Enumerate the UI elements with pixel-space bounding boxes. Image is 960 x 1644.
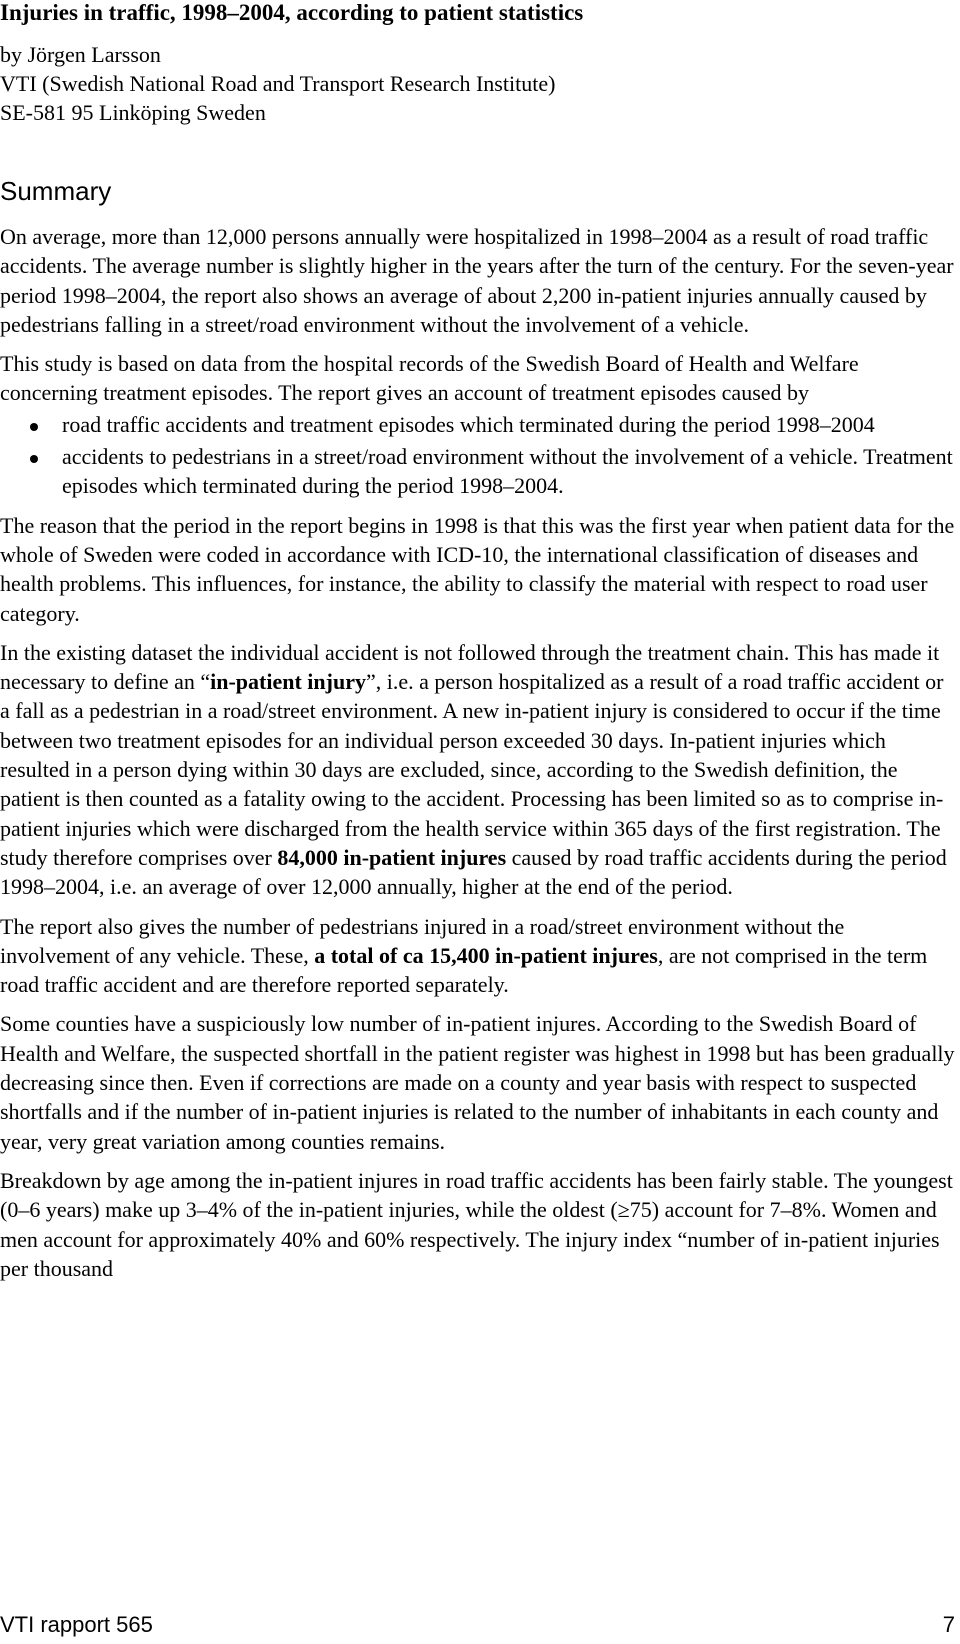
bullet-icon xyxy=(30,455,38,463)
paragraph-5-text-c: , are not comprised in the term road traffic accident and are therefore reported separately. xyxy=(0,942,928,998)
author-line: by Jörgen Larsson xyxy=(0,42,161,67)
section-heading: Summary xyxy=(0,176,112,206)
paragraph-4-text-e: caused by road traffic accidents during the period 1998–2004, i.e. an average of over 12,000 annually, higher at the end of the period. xyxy=(0,844,947,900)
paragraph-5 xyxy=(0,912,955,1000)
address-line: SE-581 95 Linköping Sweden xyxy=(0,100,266,125)
paragraph-3: The reason that the period in the report begins in 1998 is that this was the first year when patient data for the whole of Sweden were coded in accordance with ICD-10, the international classification of diseases and health problems. This influences, for instance, the ability to classify the material with respect to road user category. xyxy=(0,512,955,626)
summary-body xyxy=(0,222,955,1293)
pedestrian-total-highlight: a total of ca 15,400 in-patient injures xyxy=(314,942,658,968)
bullet-icon xyxy=(30,423,38,431)
report-name: VTI rapport 565 xyxy=(0,1612,153,1637)
paragraph-6: Some counties have a suspiciously low number of in-patient injures. According to the Swedish Board of Health and Welfare, the suspected shortfall in the patient register was highest in 1998 but has been gradually decreasing since then. Even if corrections are made on a county and year basis with respect to suspected shortfalls and if the number of in-patient injuries is related to the number of inhabitants in each county and year, very great variation among counties remains. xyxy=(0,1011,955,1154)
list-item xyxy=(0,442,955,501)
paragraph-4-text-a: In the existing dataset the individual accident is not followed through the treatment chain. This has made it necessary to define an “ xyxy=(0,639,940,695)
bullet-text: accidents to pedestrians in a street/road environment without the involvement of a vehicle. Treatment episodes which terminated during the period 1998–2004. xyxy=(62,444,953,499)
paragraph-4-text-c: ”, i.e. a person hospitalized as a result of a road traffic accident or a fall as a pedestrian in a road/street environment. A new in-patient injury is considered to occur if the time between two treatment episodes for an individual person exceeded 30 days. In-patient injuries which resulted in a person dying within 30 days are excluded, since, according to the Swedish definition, the patient is then counted as a fatality owing to the accident. Processing has been limited so as to comprise in-patient injuries which were discharged from the health service within 365 days of the first registration. The study therefore comprises over xyxy=(0,669,944,870)
total-injuries-highlight: 84,000 in-patient injures xyxy=(277,844,507,870)
affiliation-line: VTI (Swedish National Road and Transport Research Institute) xyxy=(0,71,556,96)
bullet-text: road traffic accidents and treatment episodes which terminated during the period 1998–2004 xyxy=(62,411,875,437)
paragraph-5-text-a: The report also gives the number of pedestrians injured in a road/street environment without the involvement of any vehicle. These, xyxy=(0,913,845,968)
author-block xyxy=(0,40,555,127)
paragraph-2: This study is based on data from the hospital records of the Swedish Board of Health and Welfare concerning treatment episodes. The report gives an account of treatment episodes caused by xyxy=(0,351,859,406)
document-title: Injuries in traffic, 1998–2004, according to patient statistics xyxy=(0,0,584,25)
paragraph-4 xyxy=(0,638,955,902)
in-patient-injury-term: in-patient injury xyxy=(210,669,366,695)
list-item xyxy=(0,410,955,439)
paragraph-7: Breakdown by age among the in-patient injures in road traffic accidents has been fairly stable. The youngest (0–6 years) make up 3–4% of the in-patient injuries, while the oldest (≥75) account for 7–8%. Women and men account for approximately 40% and 60% respectively. The injury index “number of in-patient injuries per thousand xyxy=(0,1167,953,1281)
page-number: 7 xyxy=(942,1612,955,1637)
paragraph-1: On average, more than 12,000 persons annually were hospitalized in 1998–2004 as a result of road traffic accidents. The average number is slightly higher in the years after the turn of the century. For the seven-year period 1998–2004, the report also shows an average of about 2,200 in-patient injuries annually caused by pedestrians falling in a street/road environment without the involvement of a vehicle. xyxy=(0,224,954,337)
bullet-list xyxy=(0,410,955,501)
